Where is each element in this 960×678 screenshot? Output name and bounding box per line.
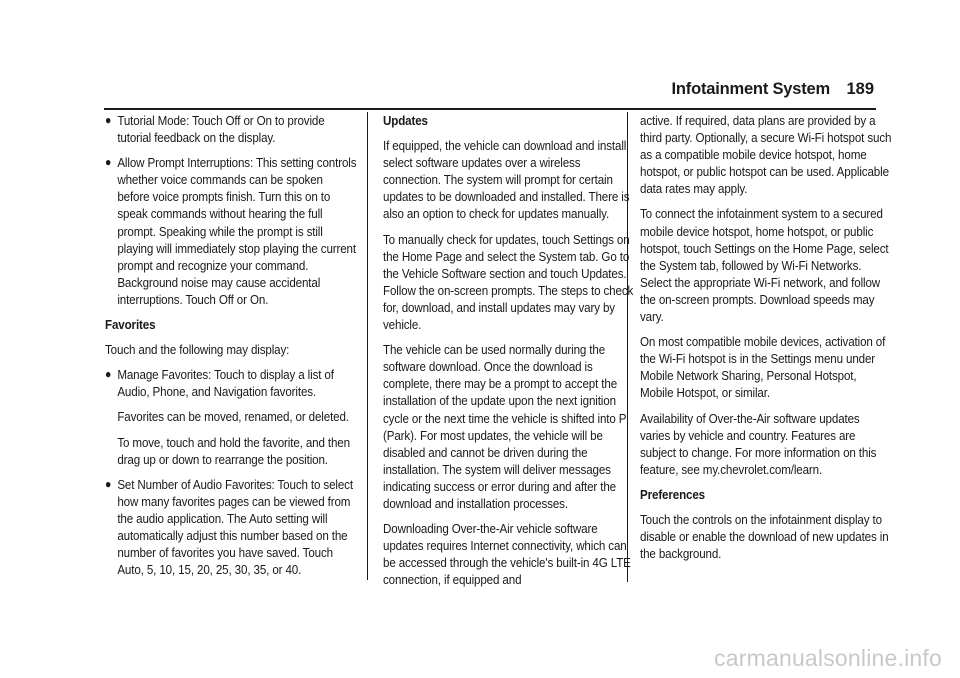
page-number: 189 — [846, 80, 874, 98]
heading-preferences: Preferences — [640, 486, 706, 502]
paragraph: To connect the infotainment system to a secured mobile device hotspot, home hotspot, or public hotspot, touch Settings on the Home Page, select the System tab, followed by Wi-Fi Networks. Select the appropriate Wi-Fi network, and follow the on-screen prompts. Download speeds may vary. — [640, 206, 889, 325]
bullet-text: Set Number of Audio Favorites: Touch to select how many favorites pages can be viewed from the audio application. The Auto setting will automatically adjust this number based on the number of favorites you have saved. Touch Auto, 5, 10, 15, 20, 25, 30, 35, or 40. — [117, 476, 353, 578]
paragraph: If equipped, the vehicle can download and install select software updates over a wireless connection. The system will prompt for certain updates to be downloaded and installed. There is also an option to check for updates manually. — [383, 138, 630, 222]
page-header — [0, 80, 960, 110]
bullet-item-manage-favorites — [105, 366, 357, 400]
bullet-item-tutorial — [105, 112, 357, 146]
column-3 — [640, 112, 892, 570]
paragraph: The vehicle can be used normally during the software download. Once the download is complete, there may be a prompt to accept the installation of the update upon the next ignition cycle or the next time the vehicle is shifted into P (Park). For most updates, the vehicle will be disabled and cannot be driven during the installation. The system will deliver messages indicating success or error during and after the download and installation processes. — [383, 342, 627, 511]
watermark-text: carmanualsonline.info — [714, 645, 942, 671]
sub-paragraph: To move, touch and hold the favorite, and then drag up or down to rearrange the position. — [117, 434, 350, 467]
bullet-text: Tutorial Mode: Touch Off or On to provide tutorial feedback on the display. — [117, 113, 325, 146]
bullet-item-set-number — [105, 476, 357, 579]
heading-updates: Updates — [383, 113, 428, 128]
header-rule — [104, 108, 876, 110]
section-title: Infotainment System — [671, 80, 830, 98]
bullet-dot-icon: ● — [105, 113, 112, 127]
bullet-dot-icon: ● — [105, 476, 112, 491]
paragraph: Touch the controls on the infotainment display to disable or enable the download of new updates in the background. — [640, 511, 889, 562]
paragraph: Touch and the following may display: — [105, 342, 290, 358]
bullet-text: Allow Prompt Interruptions: This setting controls whether voice commands can be spoken before voice prompts finish. Turn this on to speak commands without hearing the full prompt. Speaking while the prompt is still playing will immediately stop playing the current prompt and recognize your command. Background noise may cause accidental interruptions. Touch Off or On. — [117, 155, 357, 307]
paragraph: Availability of Over-the-Air software updates varies by vehicle and country. Features are subject to change. For more information on this feature, see my.chevrolet.com/learn. — [640, 410, 877, 477]
paragraph: To manually check for updates, touch Settings on the Home Page and select the System tab. Go to the Vehicle Software section and touch Updates. Follow the on-screen prompts. The steps to check for, download, and install updates may vary by vehicle. — [383, 231, 634, 333]
column-divider-1 — [367, 112, 368, 580]
bullet-dot-icon: ● — [105, 367, 112, 382]
bullet-item-prompt-interruptions — [105, 154, 357, 308]
paragraph: On most compatible mobile devices, activation of the Wi-Fi hotspot is in the Settings menu under Mobile Network Sharing, Personal Hotspot, Mobile Hotspot, or similar. — [640, 334, 886, 401]
column-1 — [105, 112, 357, 586]
paragraph: active. If required, data plans are provided by a third party. Optionally, a secure Wi-Fi hotspot such as a compatible mobile device hotspot, home hotspot, or public hotspot can be used. Applicable data rates may apply. — [640, 113, 892, 197]
sub-paragraph: Favorites can be moved, renamed, or deleted. — [117, 409, 349, 425]
bullet-dot-icon: ● — [105, 155, 112, 170]
paragraph: Downloading Over-the-Air vehicle software updates requires Internet connectivity, which can be accessed through the vehicle's built-in 4G LTE connection, if equipped and — [383, 521, 631, 588]
bullet-text: Manage Favorites: Touch to display a list of Audio, Phone, and Navigation favorites. — [117, 367, 334, 400]
column-2 — [383, 112, 635, 596]
heading-favorites: Favorites — [105, 317, 156, 333]
